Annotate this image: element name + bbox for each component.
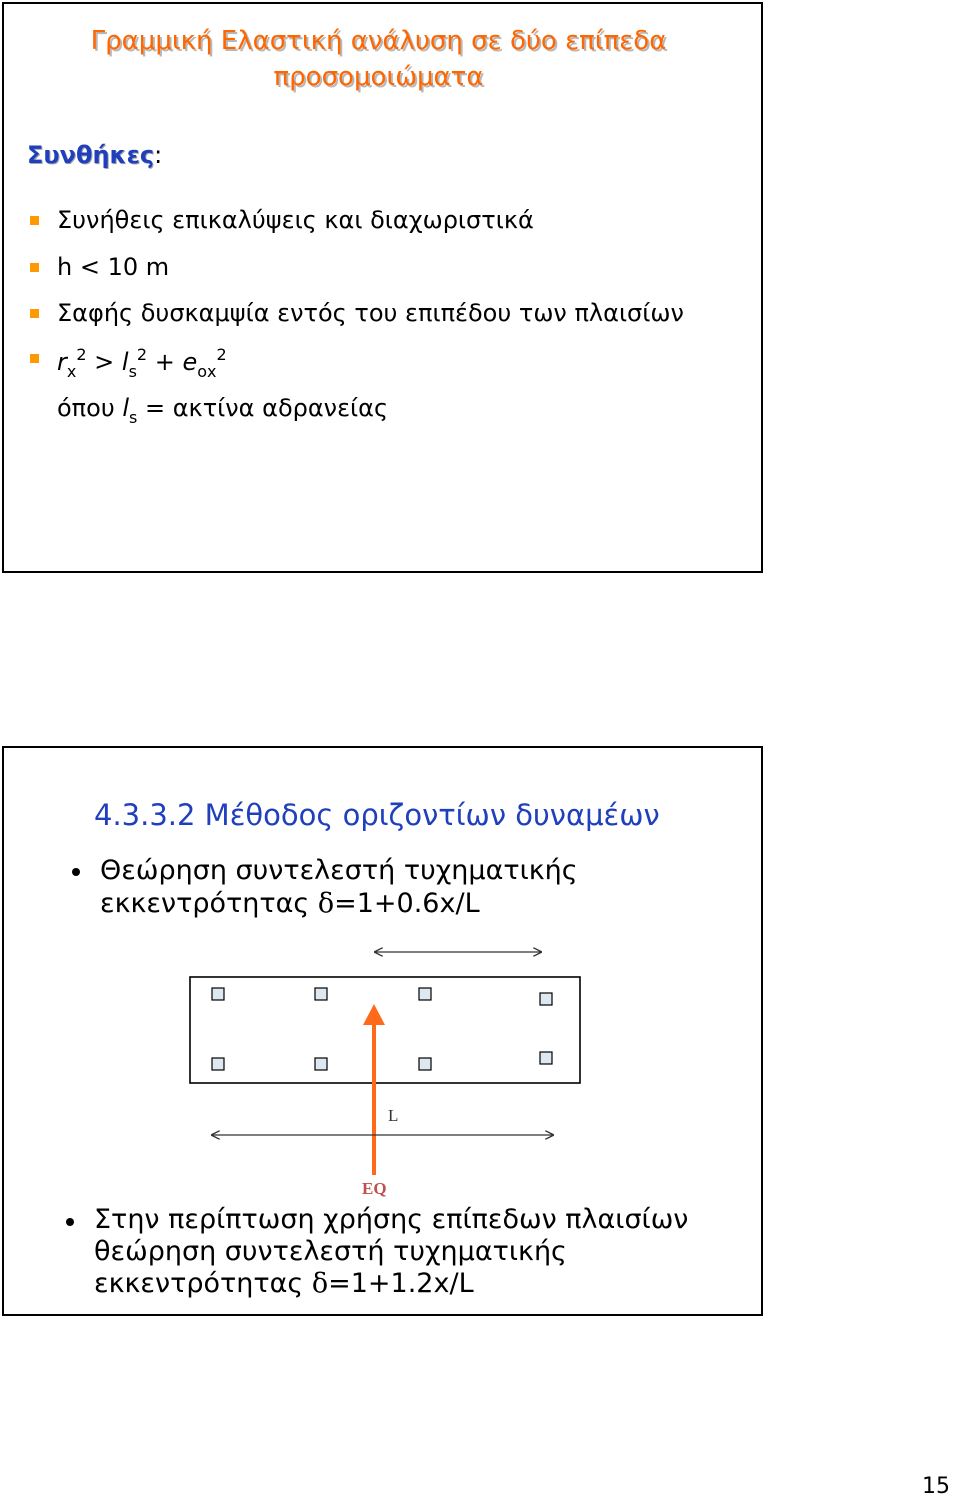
formula-sup-2: 2 — [136, 345, 148, 364]
where-l: l — [122, 394, 130, 422]
bullet2-line1: Στην περίπτωση χρήσης επίπεδων πλαισίων — [94, 1204, 689, 1235]
column-icon — [212, 988, 224, 1000]
page-number: 15 — [922, 1474, 950, 1499]
column-icon — [419, 1058, 431, 1070]
formula-plus: + — [147, 348, 183, 376]
bullet1-text: εκκεντρότητας — [100, 888, 318, 919]
bullet2-text: εκκεντρότητας — [94, 1268, 312, 1299]
column-icon — [540, 1052, 552, 1064]
where-sub-s: s — [129, 408, 138, 427]
column-icon — [540, 993, 552, 1005]
slide1-title-line1: Γραμμική Ελαστική ανάλυση σε δύο επίπεδα — [90, 26, 667, 56]
bullet2-line3 — [94, 1268, 474, 1300]
length-label: L — [388, 1106, 399, 1125]
formula-r: r — [57, 348, 67, 376]
formula-sup-2: 2 — [76, 345, 87, 364]
bullet1-line1: Θεώρηση συντελεστή τυχηματικής — [100, 855, 578, 886]
condition-item-3: Σαφής δυσκαμψία εντός του επιπέδου των πλαισίων — [57, 299, 684, 327]
bullet2-formula: =1+1.2x/L — [328, 1268, 474, 1299]
formula-sub-s: s — [128, 362, 137, 381]
conditions-colon: : — [154, 141, 163, 169]
slide2-title: 4.3.3.2 Μέθοδος οριζοντίων δυναμέων — [94, 798, 660, 832]
conditions-heading-word: Συνθήκες — [27, 141, 155, 169]
bullet1-delta: δ — [317, 888, 335, 919]
floor-plan-outline — [190, 977, 580, 1083]
round-bullet-icon — [66, 1218, 74, 1226]
bullet2-delta: δ — [311, 1268, 329, 1299]
column-icon — [315, 1058, 327, 1070]
where-suffix: = ακτίνα αδρανείας — [137, 394, 389, 422]
slide1-title-line2: προσομοιώματα — [273, 62, 484, 92]
bullet2-line2: θεώρηση συντελεστή τυχηματικής — [94, 1236, 567, 1267]
condition-item-1: Συνήθεις επικαλύψεις και διαχωριστικά — [57, 206, 534, 234]
eq-label: EQ — [362, 1179, 387, 1198]
column-icon — [419, 988, 431, 1000]
formula-e: e — [182, 348, 198, 376]
formula-l: l — [121, 348, 129, 376]
condition-item-2: h < 10 m — [57, 253, 170, 281]
where-prefix: όπου — [57, 394, 123, 422]
column-icon — [315, 988, 327, 1000]
bullet1-formula: =1+0.6x/L — [334, 888, 480, 919]
column-icon — [212, 1058, 224, 1070]
formula-sub-x: x — [66, 362, 77, 381]
formula-sub-ox: οx — [197, 362, 217, 381]
formula-sup-2: 2 — [216, 345, 227, 364]
formula-gt: > — [86, 348, 122, 376]
